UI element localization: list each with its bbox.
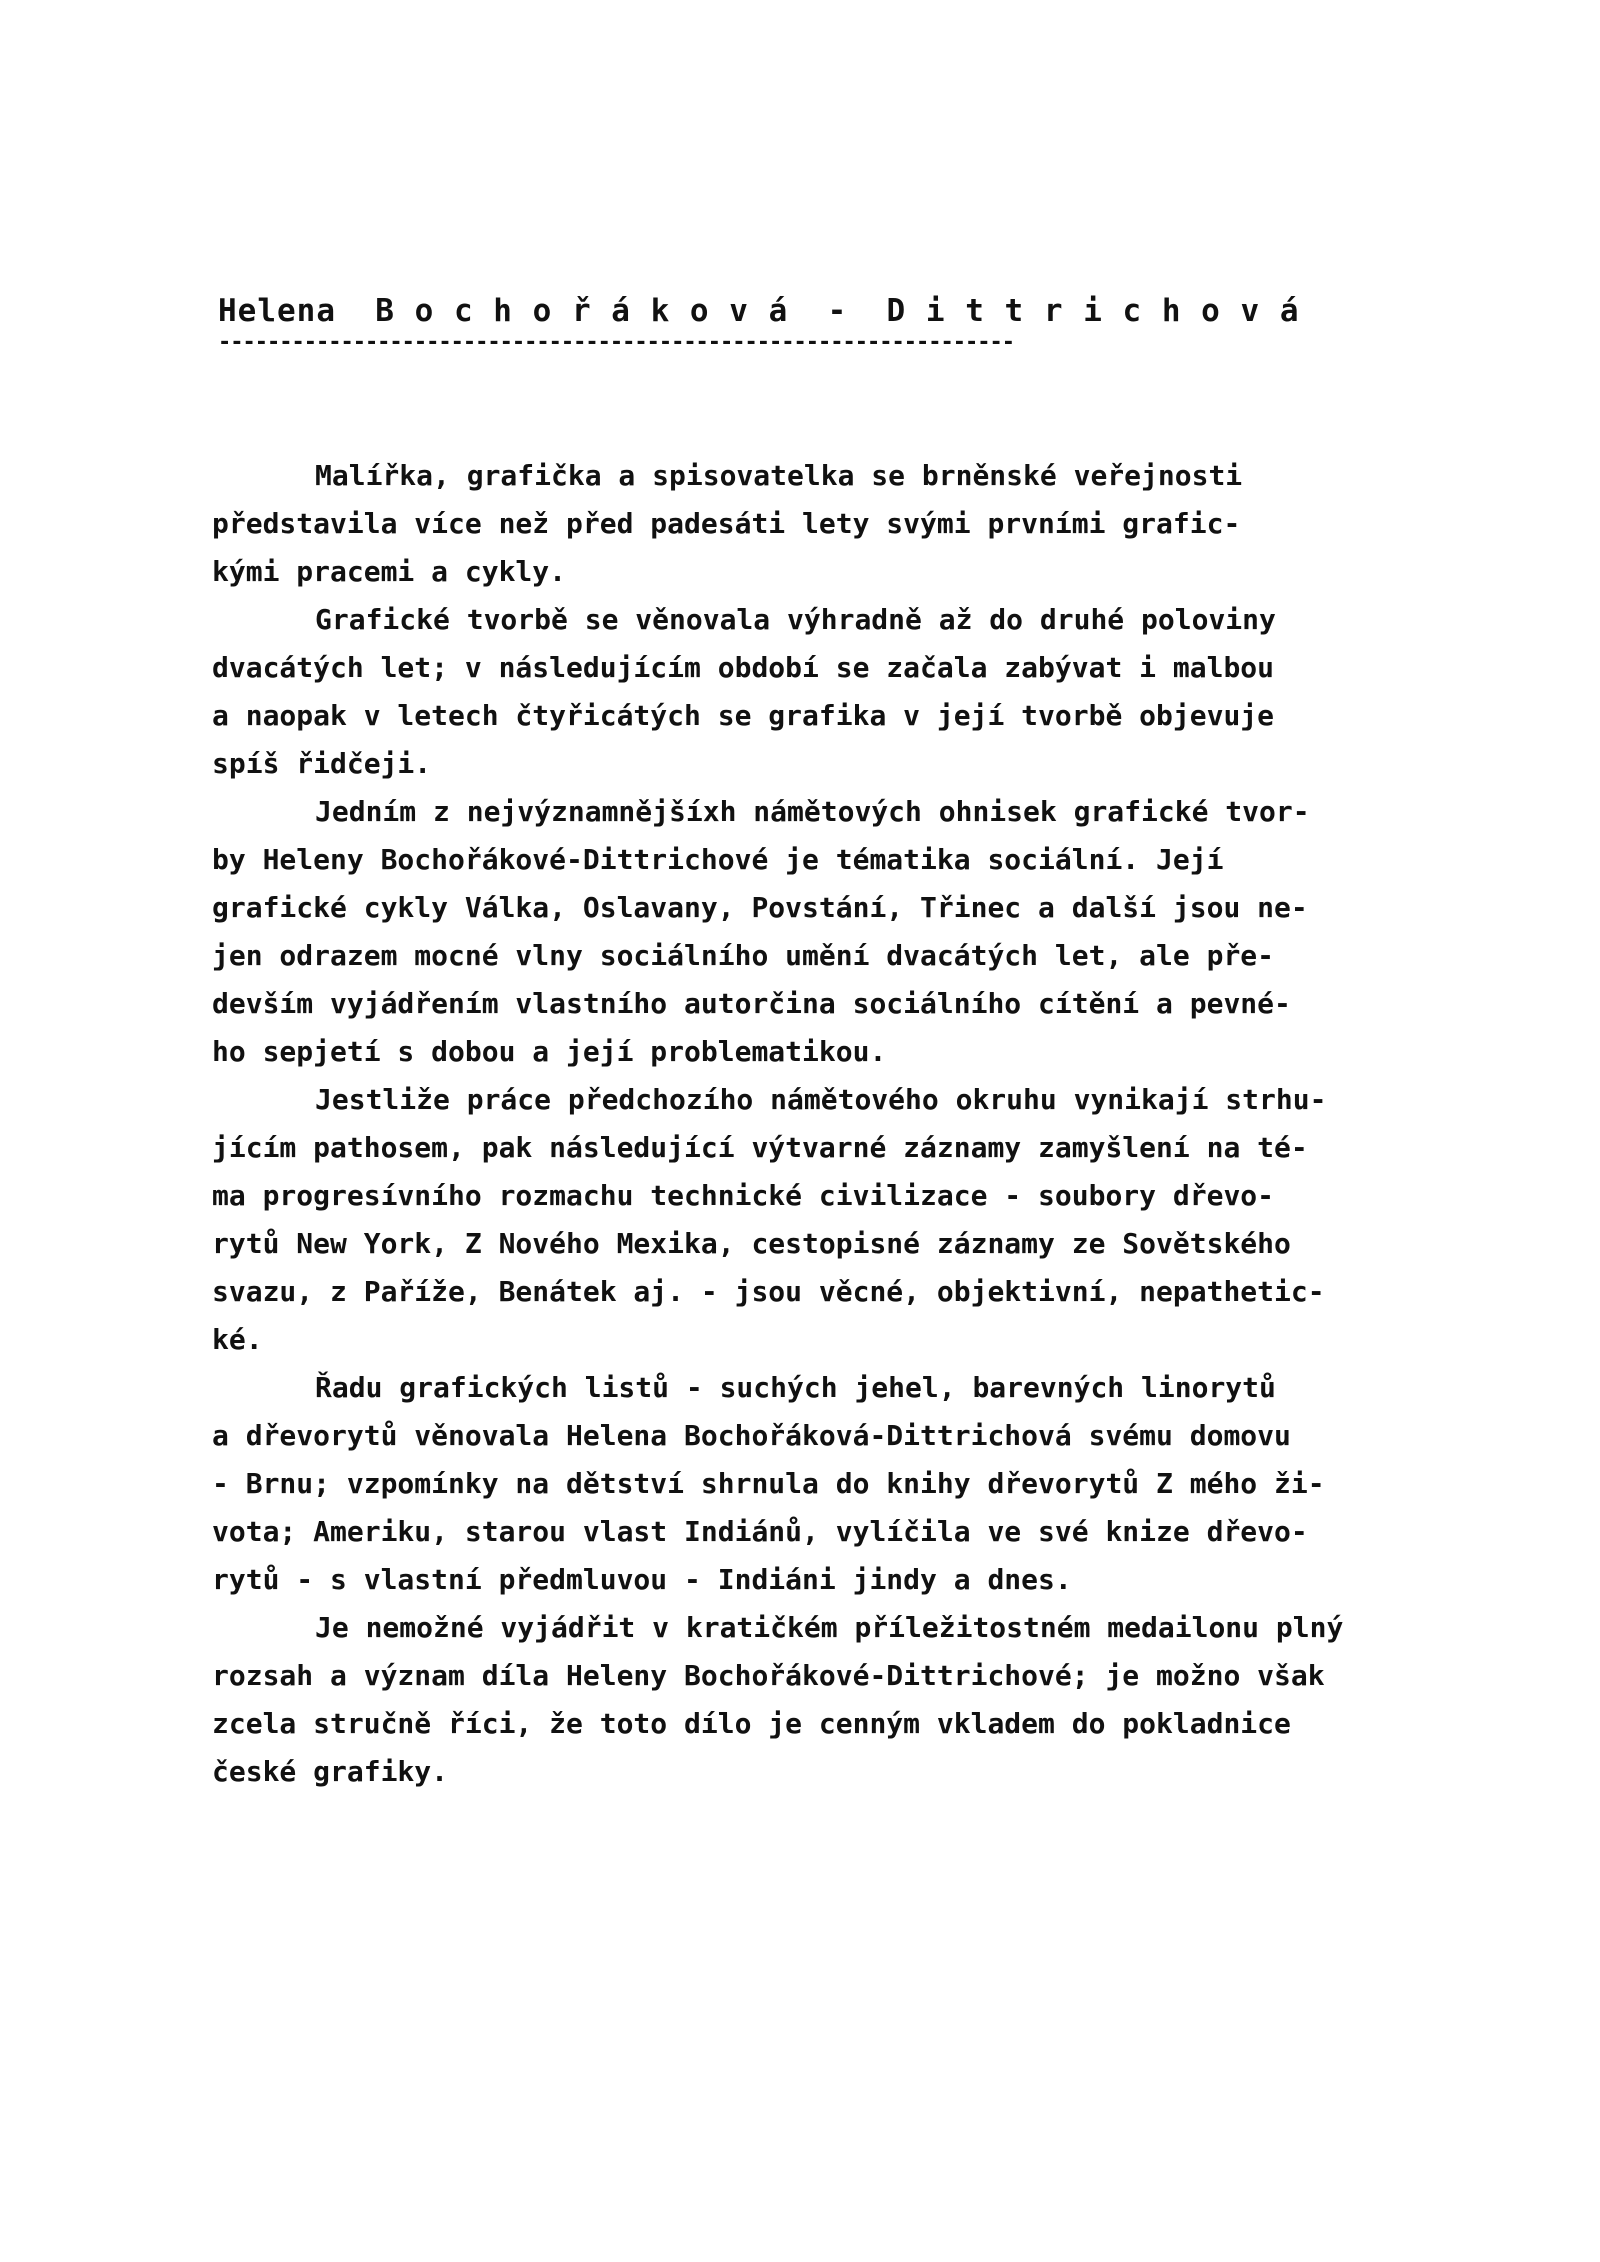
text-line: - Brnu; vzpomínky na dětství shrnula do knihy dřevorytů Z mého ži- — [212, 1467, 1325, 1500]
text-line: rytů - s vlastní předmluvou - Indiáni jindy a dnes. — [212, 1563, 1072, 1596]
text-line: ké. — [212, 1323, 263, 1356]
text-line: Jedním z nejvýznamnějšíxh námětových ohnisek grafické tvor- — [315, 795, 1310, 828]
text-line: představila více než před padesáti lety svými prvními grafic- — [212, 507, 1241, 540]
text-line: dvacátých let; v následujícím období se začala zabývat i malbou — [212, 651, 1275, 684]
title-block — [218, 290, 1338, 354]
text-line: Jestliže práce předchozího námětového okruhu vynikají strhu- — [315, 1083, 1327, 1116]
text-line: ho sepjetí s dobou a její problematikou. — [212, 1035, 887, 1068]
text-line: rozsah a význam díla Heleny Bochořákové-Dittrichové; je možno však — [212, 1659, 1325, 1692]
text-line: Grafické tvorbě se věnovala výhradně až do druhé poloviny — [315, 603, 1276, 636]
text-line: rytů New York, Z Nového Mexika, cestopisné záznamy ze Sovětského — [212, 1227, 1291, 1260]
text-line: jícím pathosem, pak následující výtvarné záznamy zamyšlení na té- — [212, 1131, 1308, 1164]
text-line: spíš řidčeji. — [212, 747, 432, 780]
text-line: grafické cykly Válka, Oslavany, Povstání, Třinec a další jsou ne- — [212, 891, 1308, 924]
text-line: svazu, z Paříže, Benátek aj. - jsou věcné, objektivní, nepathetic- — [212, 1275, 1325, 1308]
text-line: vota; Ameriku, starou vlast Indiánů, vylíčila ve své knize dřevo- — [212, 1515, 1308, 1548]
text-line: české grafiky. — [212, 1755, 449, 1788]
text-line: jen odrazem mocné vlny sociálního umění dvacátých let, ale pře- — [212, 939, 1275, 972]
text-line: Je nemožné vyjádřit v kratičkém příležitostném medailonu plný — [315, 1611, 1344, 1644]
text-line: Malířka, grafička a spisovatelka se brněnské veřejnosti — [315, 459, 1243, 492]
text-line: kými pracemi a cykly. — [212, 555, 567, 588]
text-line: by Heleny Bochořákové-Dittrichové je tématika sociální. Její — [212, 843, 1224, 876]
title-underline: ----------------------------------------------------------------- — [218, 332, 1014, 354]
text-line: devším vyjádřením vlastního autorčina sociálního cítění a pevné- — [212, 987, 1291, 1020]
text-line: Řadu grafických listů - suchých jehel, barevných linorytů — [315, 1371, 1276, 1404]
text-line: ma progresívního rozmachu technické civilizace - soubory dřevo- — [212, 1179, 1275, 1212]
text-line: zcela stručně říci, že toto dílo je cenným vkladem do pokladnice — [212, 1707, 1291, 1740]
text-line: a naopak v letech čtyřicátých se grafika v její tvorbě objevuje — [212, 699, 1275, 732]
body-text — [212, 452, 1512, 1796]
text-line: a dřevorytů věnovala Helena Bochořáková-Dittrichová svému domovu — [212, 1419, 1291, 1452]
document-title: Helena B o c h o ř á k o v á - D i t t r i c h o v á — [218, 293, 1300, 329]
